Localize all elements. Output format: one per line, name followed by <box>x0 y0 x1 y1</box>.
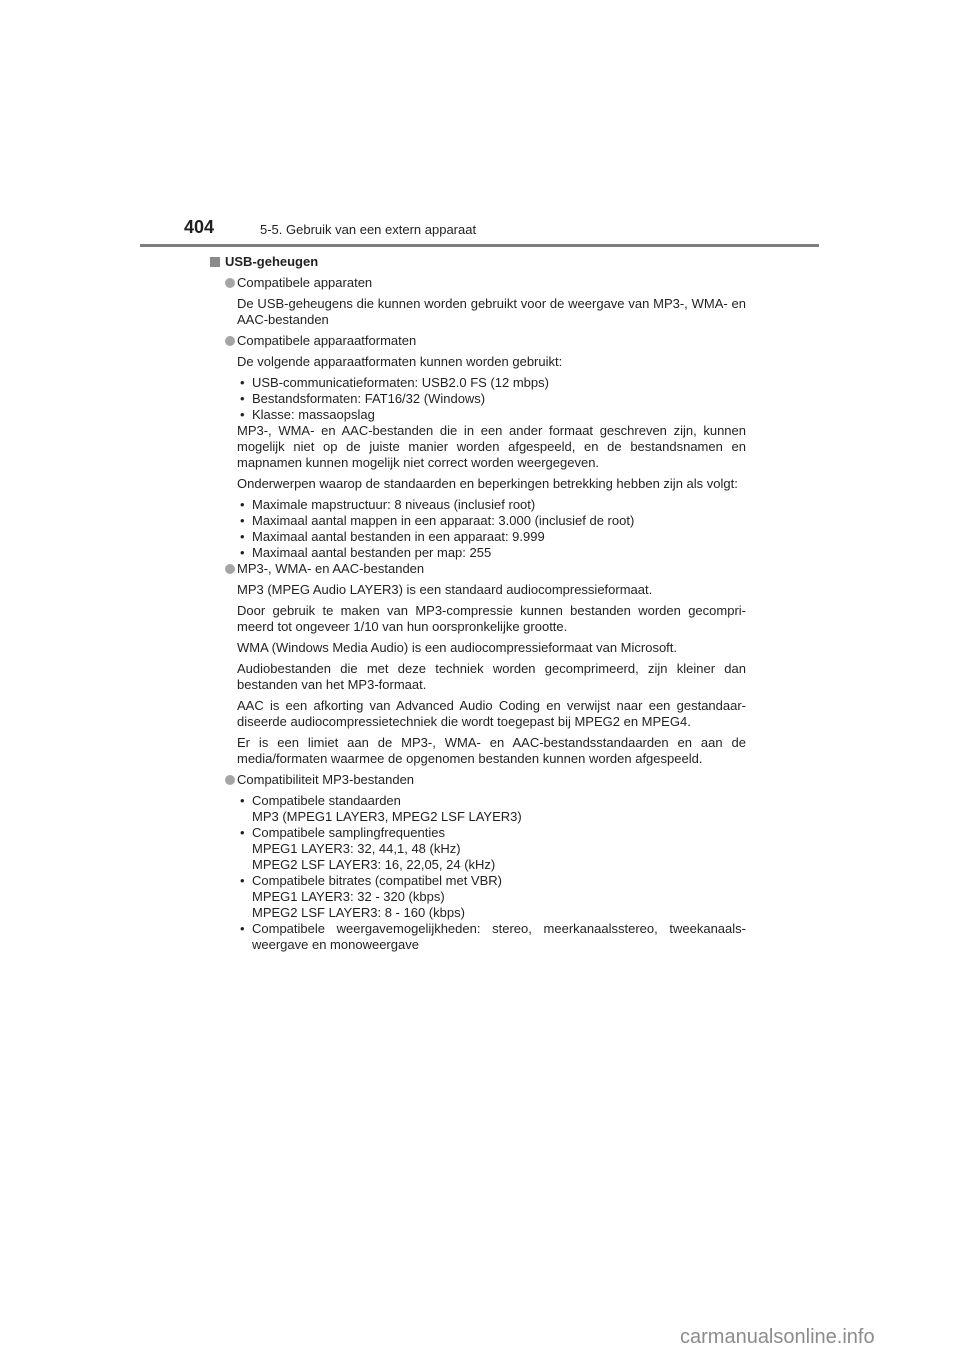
circle-bullet-icon <box>225 775 235 785</box>
circle-bullet-icon <box>225 336 235 346</box>
list-item-detail: MP3 (MPEG1 LAYER3, MPEG2 LSF LAYER3) <box>252 809 522 824</box>
list-item-text: Maximaal aantal bestanden in een apparaat: 9.999 <box>252 529 545 544</box>
bullet-icon: • <box>240 921 245 936</box>
paragraph: Door gebruik te maken van MP3-compressie kunnen bestanden worden gecompri-meerd tot ongeveer 1/10 van hun oorspronkelijke grootte. <box>237 603 746 634</box>
paragraph: Onderwerpen waarop de standaarden en beperkingen betrekking hebben zijn als volgt: <box>237 476 738 491</box>
paragraph: AAC is een afkorting van Advanced Audio Coding en verwijst naar een gestandaar-diseerde audiocompressietechniek die wordt toegepast bij MPEG2 en MPEG4. <box>237 698 746 729</box>
list-item <box>237 375 746 391</box>
bullet-list <box>210 793 746 953</box>
page-number: 404 <box>184 217 215 237</box>
bullet-list <box>210 497 746 561</box>
paragraph: De volgende apparaatformaten kunnen worden gebruikt: <box>237 354 563 369</box>
bullet-icon: • <box>240 375 245 390</box>
bullet-icon: • <box>240 793 245 808</box>
header-rule <box>140 244 819 247</box>
subheading-text: Compatibele apparaatformaten <box>237 333 417 348</box>
list-item <box>237 391 746 407</box>
list-item-text: Maximale mapstructuur: 8 niveaus (inclusief root) <box>252 497 536 512</box>
subheading <box>210 772 746 788</box>
list-item <box>237 921 746 953</box>
subheading <box>210 275 746 291</box>
bullet-icon: • <box>240 825 245 840</box>
paragraph: WMA (Windows Media Audio) is een audiocompressieformaat van Microsoft. <box>237 640 678 655</box>
list-item <box>237 545 746 561</box>
bullet-icon: • <box>240 497 245 512</box>
list-item-text: Compatibele samplingfrequenties <box>252 825 445 840</box>
list-item-text: Klasse: massaopslag <box>252 407 375 422</box>
list-item <box>237 873 746 921</box>
subheading-text: Compatibiliteit MP3-bestanden <box>237 772 415 787</box>
list-item-text: Compatibele bitrates (compatibel met VBR) <box>252 873 502 888</box>
section-title: 5-5. Gebruik van een extern apparaat <box>260 222 477 237</box>
list-item-text: Bestandsformaten: FAT16/32 (Windows) <box>252 391 486 406</box>
list-item-text: USB-communicatieformaten: USB2.0 FS (12 mbps) <box>252 375 549 390</box>
list-item-detail: MPEG2 LSF LAYER3: 16, 22,05, 24 (kHz) <box>252 857 496 872</box>
bullet-icon: • <box>240 529 245 544</box>
subheading-text: Compatibele apparaten <box>237 275 373 290</box>
page-content <box>210 254 746 958</box>
circle-bullet-icon <box>225 278 235 288</box>
paragraph: Er is een limiet aan de MP3-, WMA- en AAC-bestandsstandaarden en aan de media/formaten waarmee de opgenomen bestanden kunnen worden afgespeeld. <box>237 735 746 766</box>
list-item-text: Maximaal aantal mappen in een apparaat: 3.000 (inclusief de root) <box>252 513 635 528</box>
list-item-text: Compatibele weergavemogelijkheden: stereo, meerkanaalsstereo, tweekanaals-weergave en monoweergave <box>252 921 746 952</box>
list-item <box>237 793 746 825</box>
list-item-detail: MPEG1 LAYER3: 32 - 320 (kbps) <box>252 889 445 904</box>
bullet-icon: • <box>240 873 245 888</box>
circle-bullet-icon <box>225 564 235 574</box>
square-bullet-icon <box>210 257 220 267</box>
section-heading <box>210 254 746 270</box>
list-item-detail: MPEG1 LAYER3: 32, 44,1, 48 (kHz) <box>252 841 461 856</box>
bullet-icon: • <box>240 545 245 560</box>
bullet-icon: • <box>240 407 245 422</box>
list-item-text: Maximaal aantal bestanden per map: 255 <box>252 545 492 560</box>
list-item <box>237 497 746 513</box>
list-item-text: Compatibele standaarden <box>252 793 401 808</box>
subheading <box>210 333 746 349</box>
watermark: carmanualsonline.info <box>680 1326 875 1348</box>
paragraph: De USB-geheugens die kunnen worden gebruikt voor de weergave van MP3-, WMA- en AAC-bestanden <box>237 296 746 327</box>
bullet-icon: • <box>240 391 245 406</box>
paragraph: MP3 (MPEG Audio LAYER3) is een standaard audiocompressieformaat. <box>237 582 653 597</box>
list-item <box>237 513 746 529</box>
list-item <box>237 825 746 873</box>
paragraph: Audiobestanden die met deze techniek worden gecomprimeerd, zijn kleiner dan bestanden van het MP3-formaat. <box>237 661 746 692</box>
list-item <box>237 529 746 545</box>
subheading-text: MP3-, WMA- en AAC-bestanden <box>237 561 425 576</box>
subheading <box>210 561 746 577</box>
list-item-detail: MPEG2 LSF LAYER3: 8 - 160 (kbps) <box>252 905 465 920</box>
list-item <box>237 407 746 423</box>
heading-text: USB-geheugen <box>225 254 319 269</box>
bullet-list <box>210 375 746 423</box>
paragraph: MP3-, WMA- en AAC-bestanden die in een ander formaat geschreven zijn, kunnen mogelijk niet op de juiste manier worden afgespeeld, en de bestandsnamen en mapnamen kunnen mogelijk niet correct worden weergegeven. <box>237 423 746 470</box>
bullet-icon: • <box>240 513 245 528</box>
